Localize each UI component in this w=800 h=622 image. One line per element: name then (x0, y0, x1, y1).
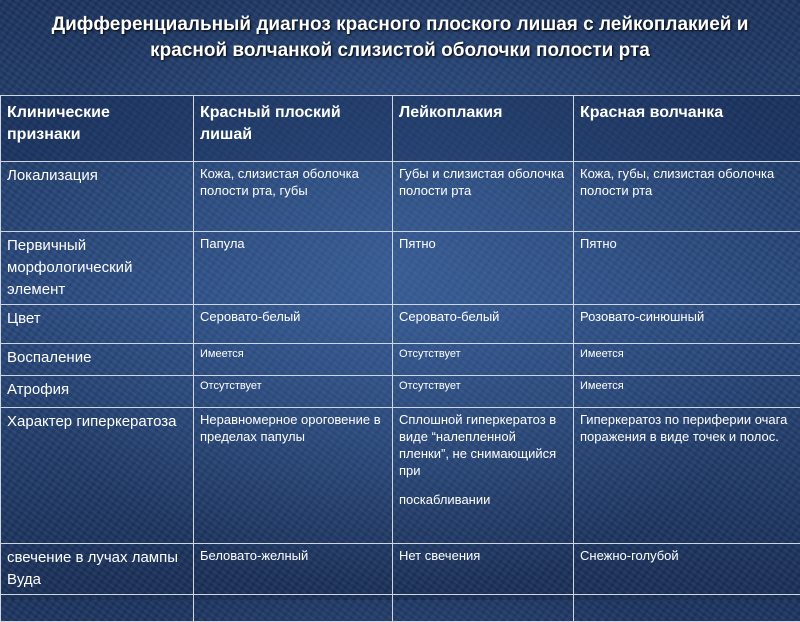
sign-cell: Первичный морфологический элемент (1, 232, 194, 305)
leukoplakia-cell: Отсутствует (393, 344, 574, 376)
sign-cell: Локализация (1, 162, 194, 232)
lupus-cell: Имеется (574, 344, 800, 376)
table-row (1, 305, 800, 344)
lichen-cell: Неравномерное ороговение в пределах папулы (194, 408, 393, 544)
lichen-cell: Кожа, слизистая оболочка полости рта, губы (194, 162, 393, 232)
slide-title: Дифференциальный диагноз красного плоского лишая с лейкоплакией и красной волчанкой слизистой оболочки полости рта (20, 12, 780, 64)
lichen-cell: Серовато-белый (194, 305, 393, 344)
differential-diagnosis-table (0, 95, 800, 622)
lupus-cell: Гиперкератоз по периферии очага поражения в виде точек и полос. (574, 408, 800, 544)
lupus-cell: Розовато-синюшный (574, 305, 800, 344)
sign-cell: Характер гиперкератоза (1, 408, 194, 544)
table-row (1, 344, 800, 376)
leukoplakia-cell (393, 408, 574, 544)
table-header-row (1, 96, 800, 162)
table-row (1, 408, 800, 544)
sign-cell: Цвет (1, 305, 194, 344)
leukoplakia-cell (393, 595, 574, 622)
header-cell-signs: Клинические признаки (1, 96, 194, 162)
header-cell-leukoplakia: Лейкоплакия (393, 96, 574, 162)
sign-cell: Атрофия (1, 376, 194, 408)
leukoplakia-text: Сплошной гиперкератоз в виде “налепленной пленки”, не снимающийся при (399, 412, 556, 478)
lupus-cell: Имеется (574, 376, 800, 408)
lichen-cell: Папула (194, 232, 393, 305)
leukoplakia-cell: Нет свечения (393, 544, 574, 595)
table-row (1, 232, 800, 305)
lichen-cell: Имеется (194, 344, 393, 376)
lupus-cell: Кожа, губы, слизистая оболочка полости рта (574, 162, 800, 232)
lichen-cell: Отсутствует (194, 376, 393, 408)
table-row (1, 162, 800, 232)
leukoplakia-cell: Пятно (393, 232, 574, 305)
sign-cell: Воспаление (1, 344, 194, 376)
table-row (1, 595, 800, 622)
lichen-cell (194, 595, 393, 622)
leukoplakia-cell: Серовато-белый (393, 305, 574, 344)
table-row (1, 544, 800, 595)
header-cell-lichen-planus: Красный плоский лишай (194, 96, 393, 162)
sign-cell (1, 595, 194, 622)
lupus-cell (574, 595, 800, 622)
sign-cell: свечение в лучах лампы Вуда (1, 544, 194, 595)
lupus-cell: Пятно (574, 232, 800, 305)
header-cell-lupus: Красная волчанка (574, 96, 800, 162)
leukoplakia-cell: Губы и слизистая оболочка полости рта (393, 162, 574, 232)
table-row (1, 376, 800, 408)
lichen-cell: Беловато-желный (194, 544, 393, 595)
leukoplakia-text-continued: поскабливании (399, 492, 490, 507)
lupus-cell: Снежно-голубой (574, 544, 800, 595)
leukoplakia-cell: Отсутствует (393, 376, 574, 408)
